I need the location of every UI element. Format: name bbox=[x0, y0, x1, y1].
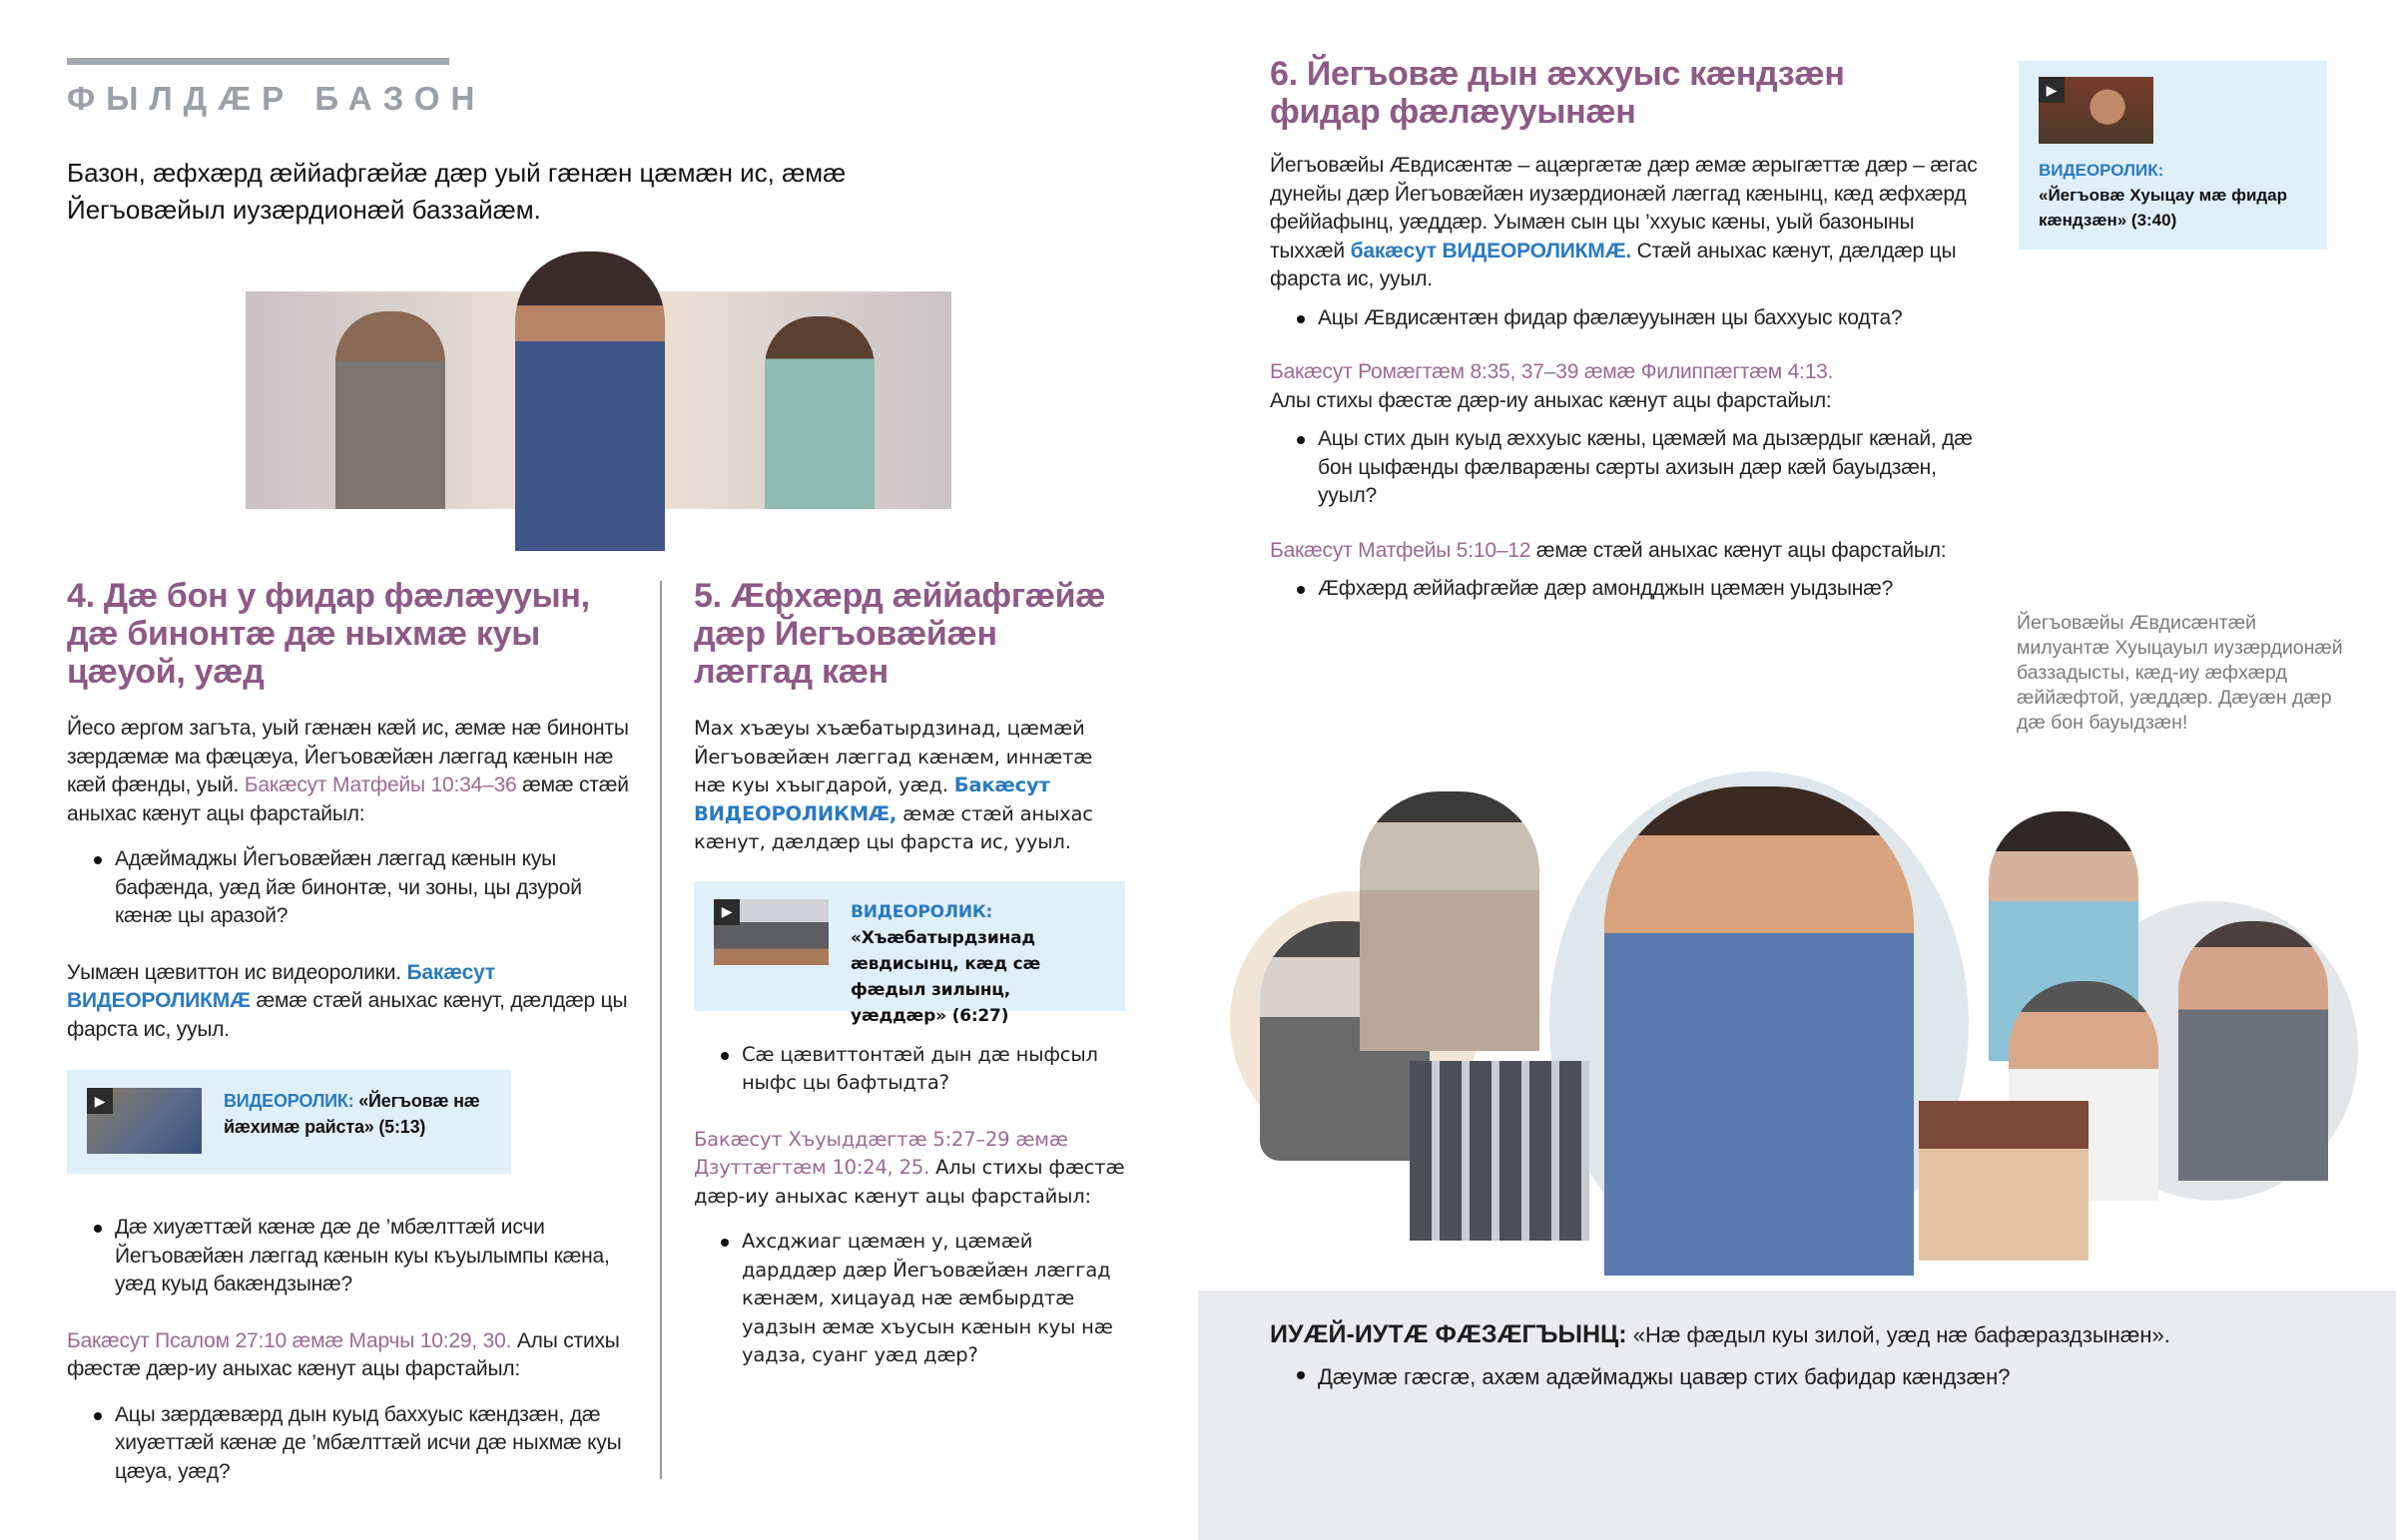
video-label: ВИДЕОРОЛИК: bbox=[224, 1091, 354, 1111]
play-icon[interactable]: ▶ bbox=[714, 899, 740, 925]
figure-man-jacket bbox=[2178, 921, 2328, 1181]
question-bullet: Ацы Æвдисæнтæн фидар фæлæууынæн цы баххуыс кодта? bbox=[1270, 304, 1989, 333]
video-title: «Йегъовæ Хуыцау мæ фидар кæндзæн» (3:40) bbox=[2039, 186, 2288, 230]
bullet-icon bbox=[721, 1239, 729, 1247]
summary-label: ИУÆЙ-ИУТÆ ФÆЗÆГЪЫНЦ: bbox=[1270, 1320, 1627, 1348]
section-5-heading: 5. Æфхæрд æййафгæйæ дæр Йегъовæйæн лæггад кæн bbox=[694, 577, 1106, 691]
illustration-caption: Йегъовæйы Æвдисæнтæй милуантæ Хуыцауыл иузæрдионæй баззадысты, кæд-иу æфхæрд æййæфтой, уæддæр. Дæуæн дæр дæ бон бауыдзæн! bbox=[2017, 612, 2343, 734]
question-bullet: Ацы зæрдæвæрд дын куыд баххуыс кæндзæн, дæ хиуæттæй кæнæ де ’мбæлттæй исчи дæ ныхмæ куы цæуа, уæд? bbox=[67, 1401, 644, 1487]
figure-man bbox=[335, 311, 445, 509]
summary-statement bbox=[1270, 1317, 2348, 1352]
video-thumbnail[interactable] bbox=[87, 1088, 202, 1154]
paragraph: Мах хъæуы хъæбатырдзинад, цæмæй Йегъовæйæн лæггад кæнæм, иннæтæ нæ куы хъыгдарой, уæд. Бакæсут ВИДЕОРОЛИКМÆ, æмæ стæй аныхас кæнут, дæлдæр цы фарста ис, ууыл. bbox=[694, 717, 1093, 853]
figure-woman-center bbox=[515, 252, 665, 551]
video-label: ВИДЕОРОЛИК: bbox=[2039, 161, 2164, 180]
bullet-icon bbox=[94, 856, 102, 864]
section-6-heading: 6. Йегъовæ дын æххуыс кæндзæн фидар фæлæууынæн bbox=[1270, 55, 1845, 131]
column-divider bbox=[660, 581, 662, 1479]
video-link[interactable]: Бакæсут ВИДЕОРОЛИКМÆ bbox=[67, 960, 495, 1012]
bullet-icon bbox=[1297, 315, 1305, 323]
bullet-icon bbox=[1297, 586, 1305, 594]
question-bullet: Дæумæ гæсгæ, ахæм адæймаджы цавæр стих бафидар кæндзæн? bbox=[1270, 1360, 2348, 1394]
figure-seated-men bbox=[1919, 1101, 2089, 1261]
section-4-body bbox=[67, 715, 644, 1512]
scripture-link[interactable]: Бакæсут Псалом 27:10 æмæ Марчы 10:29, 30. bbox=[67, 1328, 512, 1352]
hero-illustration bbox=[246, 291, 951, 509]
video-title: «Хъæбатырдзинад æвдисынц, кæд сæ фæдыл зилынц, уæддæр» (6:27) bbox=[851, 927, 1041, 1026]
paragraph: Йесо æргом загъта, уый гæнæн кæй ис, æмæ нæ бинонты зæрдæмæ ма фæцæуа, Йегъовæйæн лæггад кæнын нæ кæй фæнды, уый. Бакæсут Матфейы 10:34–36 æмæ стæй аныхас кæнут ацы фарстайыл: bbox=[67, 717, 629, 825]
scripture-link[interactable]: Бакæсут Ромæгтæм 8:35, 37–39 æмæ Филиппæгтæм 4:13. bbox=[1270, 360, 1834, 383]
play-icon[interactable]: ▶ bbox=[87, 1088, 113, 1114]
video-thumbnail[interactable] bbox=[2039, 77, 2153, 144]
section-4-heading: 4. Дæ бон у фидар фæлæууын, дæ бинонтæ дæ ныхмæ куы цæуой, уæд bbox=[67, 577, 590, 691]
section-5-body bbox=[694, 715, 1128, 1396]
video-box[interactable] bbox=[67, 1070, 511, 1174]
video-box[interactable] bbox=[2019, 61, 2327, 250]
witnesses-illustration bbox=[1230, 771, 2353, 1276]
bullet-icon bbox=[1297, 436, 1305, 444]
question-bullet: Ахсджиаг цæмæн у, цæмæй дарддæр дæр Йегъовæйæн лæггад кæнæм, хицауад нæ æмбырдтæ уадзын æмæ хъусын кæнын куы нæ уадза, суанг уæд дæр? bbox=[694, 1228, 1128, 1370]
summary-content bbox=[1270, 1317, 2348, 1420]
section-kicker: ФЫЛДÆР БАЗОН bbox=[67, 80, 486, 117]
play-icon[interactable]: ▶ bbox=[2039, 77, 2065, 103]
video-thumbnail[interactable] bbox=[714, 899, 829, 965]
paragraph: Бакæсут Матфейы 5:10–12 æмæ стæй аныхас кæнут ацы фарстайыл: bbox=[1270, 538, 1947, 562]
question-bullet: Сæ цæвиттонтæй дын дæ ныфсыл ныфс цы бафтыдта? bbox=[694, 1041, 1128, 1098]
paragraph: Йегъовæйы Æвдисæнтæ – ацæргæтæ дæр æмæ æрыгæттæ дæр – æгас дунейы дæр Йегъовæйæн иузæрдионæй лæггад кæнынц, кæд æфхæрд феййафынц, уæддæр. Уымæн сын цы ’ххуыс кæны, уый базоныны тыххæй бакæсут ВИДЕОРОЛИКМÆ. Стæй аныхас кæнут, дæлдæр цы фарста ис, ууыл. bbox=[1270, 154, 1978, 290]
paragraph: Уымæн цæвиттон ис видеоролики. Бакæсут ВИДЕОРОЛИКМÆ æмæ стæй аныхас кæнут, дæлдæр цы фарста ис, ууыл. bbox=[67, 960, 628, 1041]
intro-text: Базон, æфхæрд æййафгæйæ дæр уый гæнæн цæмæн ис, æмæ Йегъовæйыл иузæрдионæй баззайæм. bbox=[67, 158, 847, 225]
video-box[interactable] bbox=[694, 881, 1125, 1026]
scripture-link[interactable]: Бакæсут Матфейы 10:34–36 bbox=[244, 773, 517, 796]
question-bullet: Ацы стих дын куыд æххуыс кæны, цæмæй ма дызæрдыг кæнай, дæ бон цыфæнды фæлварæны сæрты ахизын дæр кæй бауыдзæн, ууыл? bbox=[1270, 425, 1989, 511]
scripture-link[interactable]: Бакæсут Матфейы 5:10–12 bbox=[1270, 538, 1531, 562]
figure-older-man bbox=[1360, 791, 1539, 1051]
video-title: «Йегъовæ нæ йæхимæ райста» (5:13) bbox=[224, 1091, 480, 1137]
figure-woman-right bbox=[765, 316, 875, 509]
paragraph: Бакæсут Псалом 27:10 æмæ Марчы 10:29, 30. Алы стихы фæстæ дæр-иу аныхас кæнут ацы фарстайыл: bbox=[67, 1328, 620, 1380]
paragraph: Бакæсут Хъуыддæгтæ 5:27–29 æмæ Дзуттæгтæм 10:24, 25. Алы стихы фæстæ дæр-иу аныхас кæнут ацы фарстайыл: bbox=[694, 1127, 1125, 1208]
bullet-icon bbox=[1297, 1371, 1305, 1379]
video-link[interactable]: бакæсут ВИДЕОРОЛИКМÆ. bbox=[1350, 239, 1632, 262]
section-6-body bbox=[1270, 152, 1989, 630]
scripture-link[interactable]: Бакæсут Хъуыддæгтæ 5:27–29 æмæ Дзуттæгтæм 10:24, 25. bbox=[694, 1127, 1068, 1179]
bullet-icon bbox=[94, 1412, 102, 1420]
bullet-icon bbox=[721, 1052, 729, 1060]
figure-central-man bbox=[1604, 786, 1914, 1276]
header-rule bbox=[67, 58, 449, 65]
question-bullet: Дæ хиуæттæй кæнæ дæ де ’мбæлттæй исчи Йегъовæйæн лæггад кæнын куы къуылымпы кæна, уæд куыд бакæндзынæ? bbox=[67, 1214, 644, 1299]
video-label: ВИДЕОРОЛИК: bbox=[851, 901, 993, 922]
summary-quote: «Нæ фæдыл куы зилой, уæд нæ бафæраздзынæн». bbox=[1626, 1322, 2170, 1347]
question-bullet: Адæймаджы Йегъовæйæн лæггад кæнын куы бафæнда, уæд йæ бинонтæ, чи зоны, цы дзурой кæнæ цы аразой? bbox=[67, 845, 644, 931]
paragraph: Бакæсут Ромæгтæм 8:35, 37–39 æмæ Филиппæгтæм 4:13. Алы стихы фæстæ дæр-иу аныхас кæнут ацы фарстайыл: bbox=[1270, 360, 1834, 412]
video-link[interactable]: Бакæсут ВИДЕОРОЛИКМÆ, bbox=[694, 773, 1050, 825]
figure-group-men bbox=[1410, 1061, 1589, 1241]
bullet-icon bbox=[94, 1225, 102, 1233]
question-bullet: Æфхæрд æййафгæйæ дæр амондджын цæмæн уыдзынæ? bbox=[1270, 575, 1989, 604]
